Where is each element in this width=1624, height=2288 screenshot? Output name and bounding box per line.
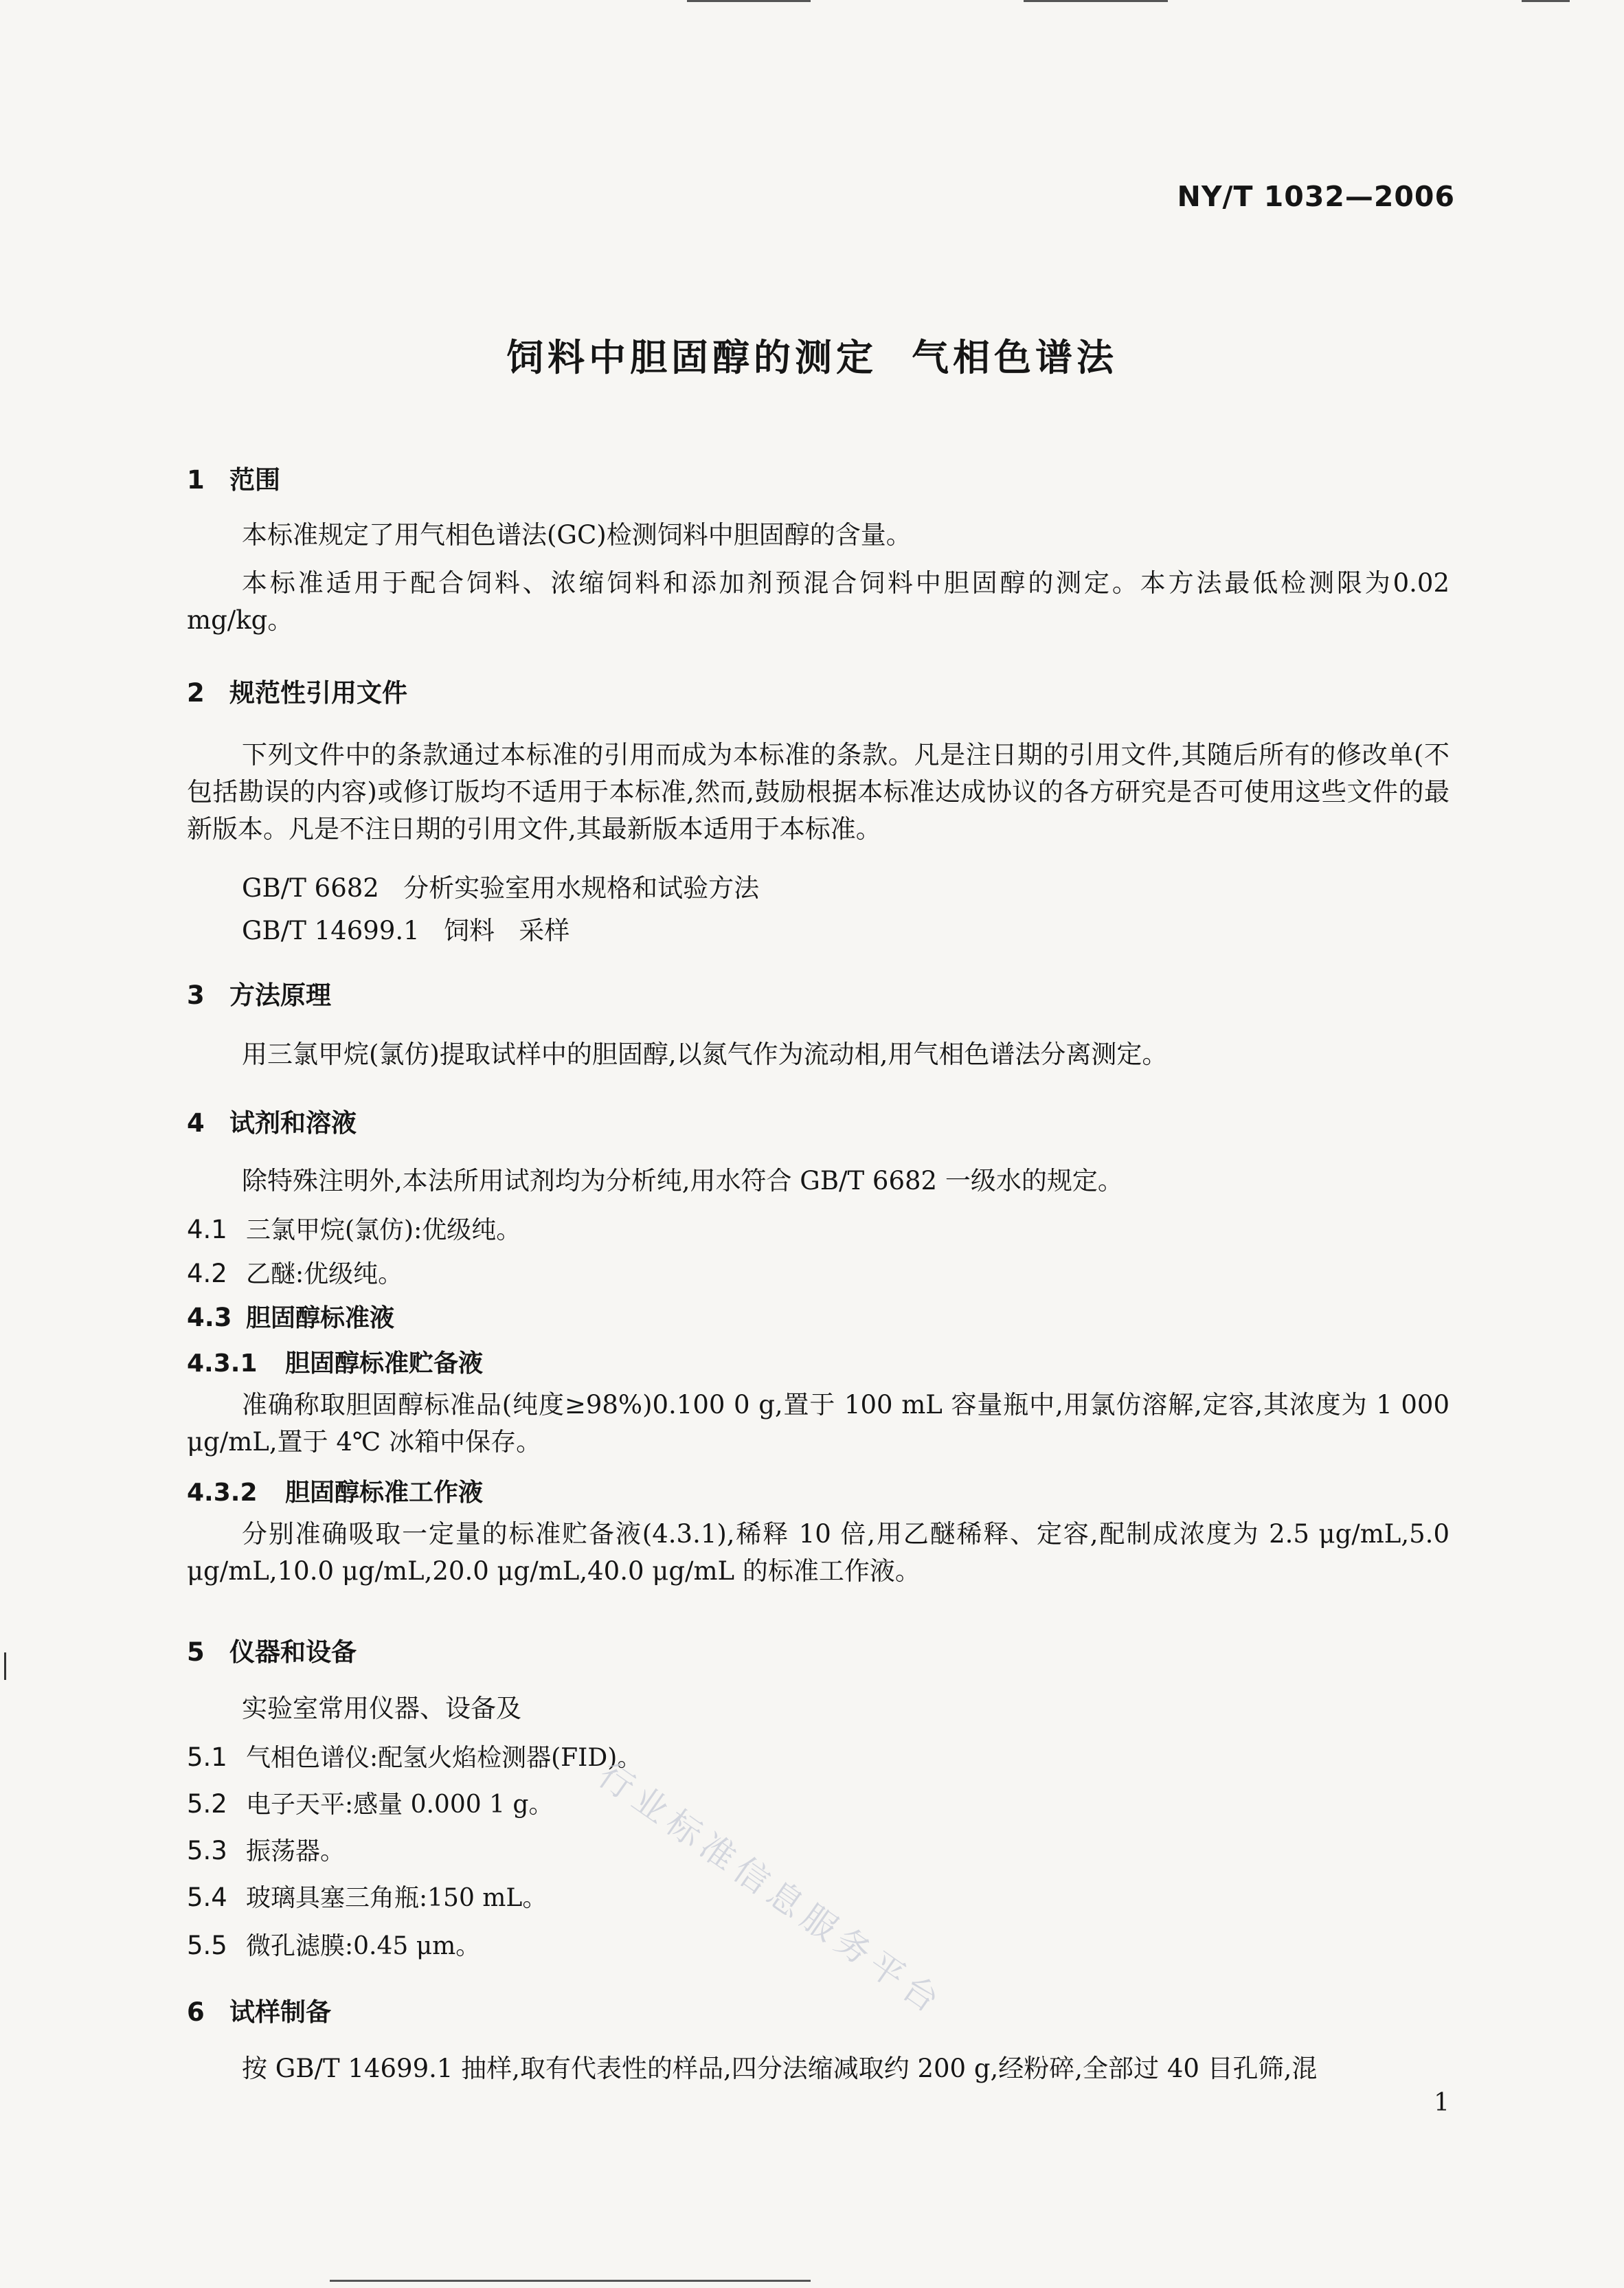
reference-gbt14699: GB/T 14699.1 饲料 采样: [242, 916, 570, 945]
list-item-5-2: [187, 1785, 553, 1820]
item-number: 5.1: [187, 1742, 227, 1772]
section-heading-4: [187, 1102, 357, 1139]
item-text: 振荡器。: [246, 1837, 346, 1865]
item-number: 5.3: [187, 1836, 227, 1865]
section-heading-6: [187, 1991, 331, 2028]
item-number: 5.5: [187, 1931, 227, 1960]
section-title: 试剂和溶液: [229, 1108, 357, 1138]
list-item-4-1: [187, 1211, 521, 1246]
subsection-heading-4-3-2: [187, 1473, 483, 1508]
scan-edge-mark: [1522, 0, 1570, 2]
section-heading-3: [187, 974, 331, 1011]
standard-code: NY/T 1032—2006: [1177, 180, 1455, 213]
paragraph: 本标准适用于配合饲料、浓缩饲料和添加剂预混合饲料中胆固醇的测定。本方法最低检测限为0.02 mg/kg。: [187, 568, 1450, 635]
scan-edge-mark: [687, 0, 811, 2]
item-text: 玻璃具塞三角瓶:150 mL。: [246, 1884, 548, 1912]
section-title: 方法原理: [229, 980, 331, 1010]
title-method: 气相色谱法: [912, 336, 1118, 379]
section-heading-5: [187, 1631, 357, 1668]
document-title: [0, 328, 1624, 381]
section-title: 仪器和设备: [229, 1637, 357, 1667]
watermark: 行业标准信息服务平台: [591, 1755, 952, 2024]
item-number: 4.3.2: [187, 1479, 258, 1507]
list-item-5-1: [187, 1738, 642, 1773]
item-text: 电子天平:感量 0.000 1 g。: [246, 1791, 554, 1819]
section-title: 规范性引用文件: [229, 678, 407, 708]
paragraph: 下列文件中的条款通过本标准的引用而成为本标准的条款。凡是注日期的引用文件,其随后所有的修改单(不包括勘误的内容)或修订版均不适用于本标准,然而,鼓励根据本标准达成协议的各方研究是否可使用这些文件的最新版本。凡是不注日期的引用文件,其最新版本适用于本标准。: [187, 740, 1450, 844]
section-title: 范围: [229, 465, 280, 495]
scan-edge-mark: [1024, 0, 1168, 2]
paragraph: 按 GB/T 14699.1 抽样,取有代表性的样品,四分法缩减取约 200 g,经粉碎,全部过 40 目孔筛,混: [242, 2054, 1318, 2083]
paragraph: 除特殊注明外,本法所用试剂均为分析纯,用水符合 GB/T 6682 一级水的规定。: [242, 1166, 1123, 1196]
section-heading-2: [187, 672, 407, 709]
paragraph: 本标准规定了用气相色谱法(GC)检测饲料中胆固醇的含量。: [242, 520, 912, 550]
item-number: 5.4: [187, 1883, 227, 1912]
item-number: 5.2: [187, 1789, 227, 1819]
item-number: 4.1: [187, 1215, 227, 1244]
item-text: 气相色谱仪:配氢火焰检测器(FID)。: [246, 1744, 642, 1772]
subsection-heading-4-3: [187, 1299, 394, 1334]
item-number: 4.2: [187, 1259, 227, 1288]
item-text: 微孔滤膜:0.45 μm。: [246, 1932, 481, 1960]
subsection-title: 胆固醇标准工作液: [285, 1479, 484, 1507]
item-text: 乙醚:优级纯。: [246, 1260, 403, 1288]
section-number: 6: [187, 1997, 205, 2027]
section-number: 1: [187, 465, 205, 495]
section-heading-1: [187, 459, 280, 496]
page-number: 1: [1434, 2089, 1450, 2117]
scan-edge-mark: [330, 2280, 811, 2282]
subsection-title: 胆固醇标准贮备液: [285, 1349, 484, 1378]
subsection-title: 胆固醇标准液: [246, 1304, 395, 1332]
section-number: 3: [187, 980, 205, 1010]
item-number: 4.3: [187, 1303, 232, 1332]
reference-gbt6682: GB/T 6682 分析实验室用水规格和试验方法: [242, 873, 760, 903]
subsection-heading-4-3-1: [187, 1344, 483, 1379]
paragraph: 实验室常用仪器、设备及: [242, 1694, 521, 1723]
section-number: 5: [187, 1637, 205, 1667]
paragraph: 用三氯甲烷(氯仿)提取试样中的胆固醇,以氮气作为流动相,用气相色谱法分离测定。: [242, 1040, 1168, 1069]
section-number: 4: [187, 1108, 205, 1138]
item-text: 三氯甲烷(氯仿):优级纯。: [246, 1216, 521, 1244]
paragraph: 准确称取胆固醇标准品(纯度≥98%)0.100 0 g,置于 100 mL 容量瓶中,用氯仿溶解,定容,其浓度为 1 000 μg/mL,置于 4℃ 冰箱中保存。: [187, 1390, 1450, 1457]
scan-gutter-mark: [4, 1652, 6, 1680]
list-item-5-3: [187, 1832, 345, 1867]
section-number: 2: [187, 678, 205, 708]
list-item-5-4: [187, 1878, 547, 1914]
section-title: 试样制备: [229, 1997, 331, 2027]
item-number: 4.3.1: [187, 1349, 258, 1378]
paragraph: 分别准确吸取一定量的标准贮备液(4.3.1),稀释 10 倍,用乙醚稀释、定容,配制成浓度为 2.5 μg/mL,5.0 μg/mL,10.0 μg/mL,20.0 μg/mL,40.0 μg/mL 的标准工作液。: [187, 1519, 1450, 1586]
list-item-5-5: [187, 1927, 480, 1962]
list-item-4-2: [187, 1255, 403, 1290]
title-main: 饲料中胆固醇的测定: [506, 336, 877, 379]
